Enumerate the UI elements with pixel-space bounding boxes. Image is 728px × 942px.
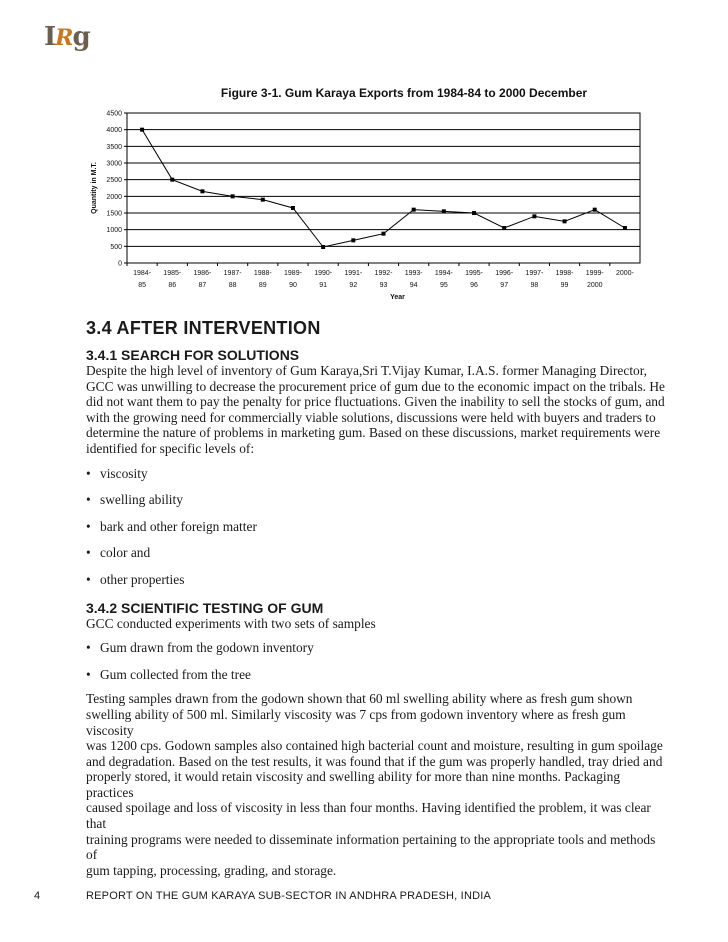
data-point xyxy=(261,198,265,202)
x-tick-label: 1997- xyxy=(525,270,544,277)
paragraph-line: GCC was unwilling to decrease the procurement price of gum due to the economic impact on the tribals. He xyxy=(86,378,665,394)
data-point xyxy=(321,245,325,249)
y-tick-label: 2500 xyxy=(106,177,122,185)
x-tick-label: 1998- xyxy=(555,270,574,277)
y-tick-label: 500 xyxy=(110,243,122,251)
x-tick-label-line2: 90 xyxy=(289,282,297,289)
x-tick-label-line2: 91 xyxy=(319,282,328,289)
x-tick-label: 1995- xyxy=(465,270,483,277)
x-tick-label: 1989- xyxy=(284,270,302,277)
logo-letter-g: g xyxy=(72,22,90,52)
list-item: • viscosity xyxy=(86,466,666,482)
subsection-heading-solutions: 3.4.1 SEARCH FOR SOLUTIONS xyxy=(86,347,300,363)
logo-letter-r: R xyxy=(55,25,73,51)
data-point xyxy=(563,219,567,223)
subsection-heading-testing: 3.4.2 SCIENTIFIC TESTING OF GUM xyxy=(86,599,324,616)
irg-logo xyxy=(44,22,90,52)
x-tick-label: 1990- xyxy=(314,270,333,277)
paragraph-line: gum tapping, processing, grading, and storage. xyxy=(86,862,337,878)
x-tick-label-line2: 86 xyxy=(168,282,177,289)
x-tick-label-line2: 92 xyxy=(349,282,358,289)
data-point xyxy=(170,178,174,182)
x-tick-label-line2: 96 xyxy=(470,282,478,289)
data-point xyxy=(412,208,416,212)
page-number: 4 xyxy=(34,890,41,902)
paragraph-line: properly stored, it would retain viscosity and swelling ability for more than nine months. Packaging practices xyxy=(86,769,621,800)
data-point xyxy=(231,194,235,198)
y-tick-label: 4000 xyxy=(106,127,122,135)
x-tick-label: 1986- xyxy=(193,270,212,277)
paragraph-line: and degradation. Based on the test results, it was found that if the gum was properly handled, tray dried and xyxy=(86,753,663,769)
section-heading: 3.4 AFTER INTERVENTION xyxy=(86,318,321,338)
plot-area xyxy=(127,113,640,263)
x-tick-label-line2: 95 xyxy=(439,282,448,289)
data-point xyxy=(351,238,355,242)
logo-letter-i: I xyxy=(44,22,56,52)
x-tick-label: 1987- xyxy=(223,270,242,277)
running-footer: REPORT ON THE GUM KARAYA SUB-SECTOR IN ANDHRA PRADESH, INDIA xyxy=(86,890,492,902)
y-tick-label: 0 xyxy=(118,260,122,268)
x-axis-title: Year xyxy=(390,294,405,301)
paragraph-line: caused spoilage and loss of viscosity in less than four months. Having identified the problem, it was clear that xyxy=(86,800,651,832)
x-tick-label-line2: 88 xyxy=(228,282,237,289)
x-tick-label-line2: 93 xyxy=(379,282,388,289)
figure-title: Figure 3-1. Gum Karaya Exports from 1984-84 to 2000 December xyxy=(220,86,588,100)
data-point xyxy=(140,128,144,132)
paragraph-line: swelling ability of 500 ml. Similarly viscosity was 7 cps from godown inventory where as fresh gum viscosity xyxy=(86,706,626,738)
y-tick-label: 1000 xyxy=(106,227,122,235)
x-tick-label: 1999- xyxy=(585,270,604,277)
x-tick-label-line2: 94 xyxy=(409,282,418,289)
data-point xyxy=(291,206,295,210)
data-point xyxy=(623,226,627,230)
x-tick-label: 1996- xyxy=(495,270,514,277)
data-point xyxy=(472,211,476,215)
testing-intro: GCC conducted experiments with two sets of samples xyxy=(86,615,376,631)
data-point xyxy=(200,189,204,193)
x-tick-label-line2: 2000 xyxy=(586,282,603,289)
data-point xyxy=(442,209,446,213)
samples-list xyxy=(86,640,666,682)
list-item: • swelling ability xyxy=(86,492,666,508)
x-tick-label-line2: 87 xyxy=(198,282,207,289)
x-tick-label-line2: 98 xyxy=(530,282,539,289)
gum-karaya-exports-chart xyxy=(0,100,728,305)
y-tick-label: 3000 xyxy=(106,160,122,168)
paragraph-line: did not want them to pay the penalty for price fluctuations. Given the inability to sell the stocks of gum, and xyxy=(86,394,665,410)
data-point xyxy=(502,226,506,230)
data-point xyxy=(593,208,597,212)
y-tick-label: 2000 xyxy=(106,193,122,201)
x-tick-label: 1994- xyxy=(434,270,453,277)
y-tick-label: 3500 xyxy=(106,143,122,151)
x-tick-label: 1988- xyxy=(253,270,272,277)
testing-paragraph xyxy=(86,691,666,878)
x-tick-label-line2: 89 xyxy=(258,282,267,289)
list-item: • other properties xyxy=(86,572,666,588)
x-tick-label-line2: 85 xyxy=(138,282,146,289)
data-point xyxy=(382,232,386,236)
x-tick-label-line2: 99 xyxy=(560,282,569,289)
x-tick-label-line2: 97 xyxy=(500,282,509,289)
paragraph-line: Testing samples drawn from the godown shown that 60 ml swelling ability where as fresh gum shown xyxy=(86,691,633,707)
x-tick-label: 2000- xyxy=(615,270,634,277)
list-item: • color and xyxy=(86,545,666,561)
paragraph-line: Despite the high level of inventory of Gum Karaya,Sri T.Vijay Kumar, I.A.S. former Managing Director, xyxy=(86,363,647,378)
y-tick-label: 4500 xyxy=(106,110,122,118)
solutions-paragraph xyxy=(86,363,666,457)
paragraph-line: with the growing need for commercially viable solutions, discussions were held with buyers and traders to xyxy=(86,409,656,425)
paragraph-line: training programs were needed to disseminate information pertaining to the appropriate tools and methods of xyxy=(86,831,656,863)
properties-list xyxy=(86,466,666,588)
list-item: • Gum drawn from the godown inventory xyxy=(86,640,666,656)
list-item: • bark and other foreign matter xyxy=(86,519,666,535)
paragraph-line: determine the nature of problems in marketing gum. Based on these discussions, market requirements were xyxy=(86,425,661,441)
x-tick-label: 1992- xyxy=(374,270,393,277)
x-tick-label: 1991- xyxy=(344,270,363,277)
x-tick-label: 1993- xyxy=(404,270,423,277)
paragraph-line: identified for specific levels of: xyxy=(86,440,255,456)
data-point xyxy=(532,214,536,218)
x-tick-label: 1985- xyxy=(163,270,182,277)
main-content xyxy=(86,318,666,878)
y-tick-label: 1500 xyxy=(106,210,122,218)
y-axis-title: Quantity in M.T. xyxy=(91,162,98,214)
paragraph-line: was 1200 cps. Godown samples also contained high bacterial count and moisture, resulting in gum spoilage xyxy=(86,738,663,754)
x-tick-label: 1984- xyxy=(133,270,152,277)
list-item: • Gum collected from the tree xyxy=(86,667,666,683)
